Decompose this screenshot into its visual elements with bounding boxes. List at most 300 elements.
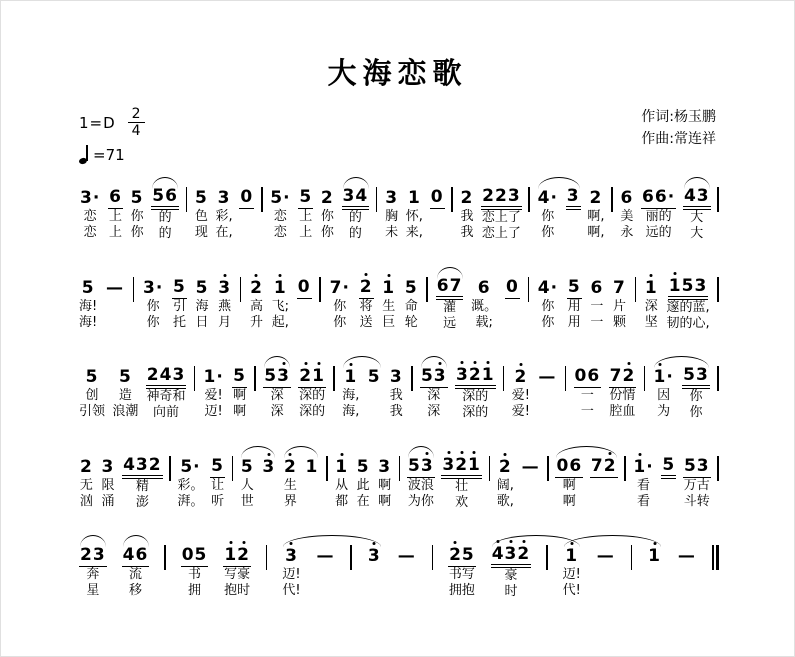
note-token: 1 从 都 — [335, 456, 349, 509]
barline — [194, 357, 196, 391]
tempo-value: =71 — [93, 146, 125, 165]
lyric-line1: 份情 — [609, 388, 636, 403]
lyric-line1: 精 — [135, 478, 149, 494]
lyric-line1: 彩。 — [177, 477, 204, 493]
note-token: — — [397, 546, 416, 566]
lyric-line1: 豪 — [504, 568, 518, 583]
lyric-line2: 坚 — [644, 314, 658, 330]
lyric-line2: 一 — [590, 314, 604, 330]
barline — [624, 447, 626, 481]
note-token: — — [538, 367, 557, 387]
note-token: 25 书写 拥抱 — [448, 545, 475, 599]
note-token: 43 大 大 — [683, 186, 710, 242]
barline — [411, 357, 413, 391]
lyric-line2: 远 — [443, 315, 457, 331]
lyric-line2: 迈! — [204, 404, 223, 420]
note-token: 46 流 移 — [122, 545, 149, 599]
note-token: 1· 因 为 — [653, 367, 674, 420]
barline — [717, 178, 719, 212]
lyric-line1: 恋 — [83, 209, 97, 224]
note-token: 7· 你 你 — [329, 277, 350, 330]
note-token: 321 壮 欢 — [442, 454, 481, 510]
lyric-line2: 向前 — [153, 405, 180, 421]
note-token: 1 深 坚 — [644, 277, 658, 330]
lyric-line2: 载; — [475, 314, 493, 330]
barline — [169, 447, 171, 481]
lyric-line1: 因 — [657, 388, 671, 403]
lyric-line2: 欢 — [455, 494, 469, 510]
note-token: 56 的 的 — [152, 186, 178, 242]
barline — [426, 268, 428, 302]
barline — [319, 268, 321, 302]
lyric-line2: 在 — [356, 493, 370, 509]
note-token: 1 — [305, 456, 319, 477]
lyric-line1: 片 — [612, 298, 626, 314]
note-token: 5· 恋 恋 — [270, 188, 291, 241]
note-token: 2 我 我 — [460, 188, 474, 241]
lyric-line1: 胸 — [385, 209, 399, 224]
lyric-line2: 深 — [270, 404, 284, 420]
note-token: 2 爱! 爱! — [511, 367, 530, 420]
lyric-line1: 燕 — [218, 298, 232, 314]
lyric-line1: 壮 — [455, 478, 469, 494]
lyric-line2: 你 — [541, 225, 555, 241]
note-token: 5 用 用 — [567, 276, 581, 330]
lyric-line1: 造 — [118, 388, 132, 403]
lyric-line2: 恋 — [83, 225, 97, 241]
note-token: 3 我 我 — [389, 367, 403, 420]
lyric-line1: 你 — [146, 298, 160, 314]
lyric-line1: 美 — [620, 209, 634, 224]
lyric-line2: 我 — [389, 404, 403, 420]
lyric-line2: 我 — [460, 225, 474, 241]
lyric-line1: 万古 — [683, 477, 710, 493]
barline — [717, 447, 719, 481]
lyric-line2: 巨 — [382, 314, 396, 330]
lyric-line2: 的 — [348, 226, 362, 242]
lyric-line1: 命 — [404, 298, 418, 314]
note-token: 5 上 上 — [299, 187, 313, 241]
note-token: 3 限 涌 — [101, 456, 115, 509]
note-token: 1 怀, 来, — [405, 188, 423, 241]
lyric-line1: 写豪 — [224, 567, 251, 582]
lyric-line1: 你 — [320, 209, 334, 224]
note-token: 1 迈! 代! — [562, 546, 581, 599]
note-token: 2 将 送 — [359, 276, 373, 330]
lyric-line1: 生 — [382, 298, 396, 314]
lyric-line2: 你 — [320, 225, 334, 241]
note-token: 12 写豪 抱时 — [224, 545, 251, 599]
lyric-line1: 深的 — [299, 388, 326, 403]
score-header — [79, 106, 716, 168]
system — [79, 178, 719, 243]
lyric-line2: 月 — [218, 314, 232, 330]
lyric-line2: 日 — [195, 314, 209, 330]
lyric-line2: 拥抱 — [448, 583, 475, 599]
note-token: 223 恋上了 恋上了 — [481, 186, 521, 242]
note-token: 0 — [430, 187, 444, 207]
barline — [186, 178, 188, 212]
key-signature: 1=D — [79, 113, 116, 132]
note-token: 0 — [297, 276, 311, 297]
barline — [164, 536, 166, 570]
lyric-line2: 浪潮 — [112, 404, 139, 420]
note-token: 23 奔 星 — [80, 545, 106, 599]
lyric-line2: 为你 — [407, 493, 434, 509]
note-token: 3 迈! 代! — [282, 546, 301, 599]
lyric-line1: 迈! — [282, 567, 301, 582]
note-token: 2 生 界 — [283, 456, 297, 509]
lyric-line1: 大 — [690, 210, 704, 225]
note-token: 06 啊 啊 — [556, 455, 583, 509]
lyric-line1: 迈! — [562, 567, 581, 582]
lyric-line2: 斗转 — [683, 493, 710, 509]
barline — [451, 178, 453, 212]
lyric-line1: 海, — [342, 388, 360, 403]
barline — [326, 447, 328, 481]
note-token: 2 高 升 — [249, 277, 263, 330]
note-token: — — [596, 546, 615, 566]
lyric-line1: 色 — [194, 209, 208, 224]
credits-block — [641, 106, 716, 151]
lyric-line2: 看 — [637, 493, 651, 509]
note-token: 3· 恋 恋 — [80, 188, 101, 241]
note-token: 53 万古 斗转 — [683, 455, 710, 509]
system — [79, 268, 719, 333]
note-token: 53 你 你 — [683, 365, 709, 421]
lyric-line1: 我 — [460, 209, 474, 224]
note-token: 3 啊 啊 — [378, 456, 392, 509]
lyric-line2: 拥 — [188, 583, 202, 599]
lyric-line1: 深 — [427, 388, 441, 403]
lyric-line2: 抱时 — [224, 583, 251, 599]
lyric-line2: 永 — [620, 225, 634, 241]
lyric-line1: 啊 — [378, 477, 392, 493]
lyric-line2: 听 — [211, 493, 225, 509]
lyric-line1: 恋 — [273, 209, 287, 224]
note-token: 5 — [367, 367, 381, 387]
note-token: 432 豪 时 — [491, 544, 531, 600]
lyric-line2: 歌, — [496, 493, 514, 509]
lyric-line1: 无 — [79, 477, 93, 493]
lyric-line1: 溉。 — [471, 298, 498, 314]
tempo-marking — [79, 145, 145, 164]
barline — [240, 268, 242, 302]
lyric-line2: 星 — [86, 583, 100, 599]
barline — [133, 268, 135, 302]
lyric-line2: 引领 — [79, 404, 106, 420]
note-token: 2 阔, 歌, — [496, 456, 514, 509]
lyric-line1: 怀, — [405, 209, 423, 224]
lyric-line2: 啊 — [233, 404, 247, 420]
note-token: 243 神奇和 向前 — [146, 365, 186, 421]
barline — [644, 357, 646, 391]
note-token: 4· 你 你 — [537, 188, 558, 241]
note-token: 5 — [661, 447, 676, 511]
note-token: 5 创 引领 — [79, 367, 106, 420]
lyric-line1: 的 — [158, 210, 172, 225]
lyric-line2: 的 — [158, 226, 172, 242]
lyric-line1: 创 — [85, 388, 99, 403]
lyric-line1: 啊 — [562, 477, 576, 493]
note-token: 4· 你 你 — [537, 277, 559, 330]
lyric-line2: 海! — [79, 314, 98, 330]
lyric-line2: 恋 — [273, 225, 287, 241]
lyric-line1: 恋上了 — [481, 210, 521, 225]
note-token: 1 — [648, 546, 661, 566]
lyric-line1: 你 — [689, 389, 703, 404]
notation-score — [79, 178, 719, 601]
lyric-line1: 看 — [637, 477, 651, 493]
note-token: 05 书 拥 — [181, 545, 208, 599]
lyric-line1: 生 — [283, 477, 297, 493]
lyric-line2: 深的 — [299, 404, 326, 420]
barline — [611, 178, 613, 212]
lyric-line2: 大 — [690, 226, 704, 242]
lyric-line2: 澎 — [135, 494, 149, 510]
lyric-line1: 上 — [299, 209, 313, 224]
system — [79, 357, 719, 422]
note-token: 321 深的 深的 — [456, 365, 495, 421]
lyric-line2: 起, — [271, 314, 289, 330]
lyric-line1: 用 — [567, 298, 581, 314]
key-tempo-block — [79, 106, 145, 164]
lyric-line1: 阔, — [496, 477, 514, 493]
note-token: — — [316, 546, 335, 566]
lyric-line1: 爱! — [511, 388, 530, 403]
note-token: 1· 爱! 迈! — [203, 367, 224, 420]
lyric-line2: 上 — [108, 225, 122, 241]
note-token: 1 生 巨 — [382, 277, 396, 330]
lyric-line2: 爱! — [511, 404, 530, 420]
lyric-line2: 托 — [172, 314, 186, 330]
note-token: 3 胸 未 — [385, 188, 399, 241]
lyric-line2: 界 — [283, 493, 297, 509]
barline — [432, 536, 434, 570]
lyric-line1: 彩, — [215, 209, 233, 224]
note-token: 3 彩, 在, — [215, 188, 233, 241]
note-token: 2 你 你 — [320, 188, 334, 241]
lyric-line1: 海 — [195, 298, 209, 314]
lyric-line2: 汹 — [79, 493, 93, 509]
note-token: 06 一 一 — [574, 366, 601, 420]
note-token: 3· 你 你 — [142, 277, 164, 330]
lyric-line1: 灌 — [443, 299, 457, 315]
note-token: 3 燕 月 — [218, 277, 232, 330]
lyric-line1: 丽的 — [645, 209, 672, 224]
barline — [261, 178, 263, 212]
lyric-line1: 你 — [130, 209, 144, 224]
lyric-line1: 奔 — [86, 567, 100, 582]
barline — [528, 268, 530, 302]
lyric-line1: 将 — [359, 298, 373, 314]
note-token: 1 海, 海, — [342, 367, 360, 420]
note-token: 5 啊 啊 — [233, 366, 247, 420]
lyric-line1: 上 — [108, 209, 122, 224]
lyric-line2: 颗 — [612, 314, 626, 330]
lyric-line1: 限 — [101, 477, 115, 493]
note-token: 1· 看 看 — [633, 456, 654, 509]
lyric-line1: 你 — [541, 209, 555, 224]
lyric-line2: 韧的心, — [666, 315, 710, 331]
lyric-line1: 一 — [580, 388, 594, 403]
lyric-line2: 上 — [299, 225, 313, 241]
note-token: 67 灌 远 — [436, 275, 463, 331]
lyric-line1: 波浪 — [407, 477, 434, 493]
lyric-line1: 人 — [240, 477, 254, 493]
lyric-line2: 啊, — [587, 225, 605, 241]
note-token: 5 海 日 — [195, 277, 209, 330]
barline — [528, 178, 530, 212]
lyricist-credit: 作词:杨玉鹏 — [641, 109, 716, 125]
lyric-line2: 在, — [215, 225, 233, 241]
barline — [565, 357, 567, 391]
note-token: — — [105, 277, 124, 298]
note-token: 21 深的 深的 — [299, 366, 326, 420]
note-token: 5 色 现 — [194, 188, 208, 241]
lyric-line1: 我 — [389, 388, 403, 403]
lyric-line1: 的 — [348, 210, 362, 225]
note-token: 3 — [262, 456, 276, 477]
note-token: 1 飞; 起, — [271, 277, 290, 330]
note-token: 7 片 颗 — [612, 277, 626, 330]
lyric-line2: 送 — [359, 314, 373, 330]
barline — [232, 447, 234, 481]
time-signature-numerator: 2 — [128, 106, 145, 123]
lyric-line1: 高 — [249, 298, 263, 314]
lyric-line1: 你 — [333, 298, 347, 314]
lyric-line1: 从 — [335, 477, 349, 493]
lyric-line2: 深的 — [462, 405, 489, 421]
note-token: 6 上 上 — [108, 187, 122, 241]
note-token: 6 溉。 载; — [471, 277, 498, 330]
note-token: 6 一 一 — [590, 277, 604, 330]
lyric-line2: 用 — [567, 314, 581, 330]
barline — [503, 357, 505, 391]
time-signature — [128, 106, 145, 139]
note-token: 66· 丽的 远的 — [642, 187, 676, 241]
lyric-line1: 爱! — [204, 388, 223, 403]
note-token: 5 引 托 — [172, 276, 186, 330]
barline — [547, 447, 549, 481]
note-token: 5 造 浪潮 — [112, 367, 139, 420]
lyric-line2: 湃。 — [177, 493, 204, 509]
note-token: 5 命 轮 — [404, 277, 418, 330]
lyric-line1: 书写 — [448, 567, 475, 582]
note-token: 2 啊, 啊, — [587, 188, 605, 241]
lyric-line2: 海, — [342, 404, 360, 420]
lyric-line2: 啊 — [562, 493, 576, 509]
lyric-line2: 都 — [335, 493, 349, 509]
lyric-line2: 腔血 — [609, 404, 636, 420]
note-token: 0 — [240, 187, 254, 207]
lyric-line1: 引 — [172, 298, 186, 314]
barline — [717, 357, 719, 391]
system — [79, 447, 719, 512]
lyric-line1: 深 — [270, 388, 284, 403]
note-token: 72 — [590, 455, 617, 476]
lyric-line2: 未 — [385, 225, 399, 241]
note-token: 72 份情 腔血 — [609, 366, 636, 420]
note-token: 5 人 世 — [240, 456, 254, 509]
note-token: — — [677, 546, 696, 566]
lyric-line2: 一 — [580, 404, 594, 420]
lyric-line2: 时 — [504, 584, 518, 600]
lyric-line2: 恋上了 — [481, 226, 521, 242]
barline — [717, 268, 719, 302]
note-token: — — [521, 456, 540, 477]
note-token: 6 美 永 — [620, 188, 634, 241]
lyric-line1: 啊, — [587, 209, 605, 224]
lyric-line2: 现 — [194, 225, 208, 241]
system — [79, 536, 719, 601]
barline — [635, 268, 637, 302]
note-token: 5· 彩。 湃。 — [177, 456, 204, 509]
lyric-line1: 此 — [356, 477, 370, 493]
note-token: 0 — [505, 276, 519, 297]
lyric-line1: 飞; — [271, 298, 290, 314]
note-token: 34 的 的 — [342, 186, 369, 242]
barline — [254, 357, 256, 391]
barline — [399, 447, 401, 481]
sheet-music-page — [1, 1, 794, 601]
lyric-line2: 移 — [128, 583, 142, 599]
lyric-line2: 世 — [240, 493, 254, 509]
lyric-line1: 邃的蓝, — [666, 299, 710, 315]
lyric-line1: 你 — [541, 298, 555, 314]
lyric-line2: 啊 — [378, 493, 392, 509]
lyric-line1: 一 — [590, 298, 604, 314]
note-token: 53 波浪 为你 — [407, 455, 434, 509]
song-title: 大海恋歌 — [327, 56, 468, 90]
lyric-line2: 代! — [282, 583, 301, 599]
note-token: 3 — [566, 178, 581, 242]
lyric-line2: 涌 — [101, 493, 115, 509]
lyric-line2: 你 — [146, 314, 160, 330]
lyric-line2: 轮 — [404, 314, 418, 330]
barline — [333, 357, 335, 391]
lyric-line1: 神奇和 — [146, 389, 186, 404]
note-token: 5 你 你 — [130, 188, 144, 241]
lyric-line2: 深 — [427, 404, 441, 420]
lyric-line2: 你 — [541, 314, 555, 330]
note-token: 53 深 深 — [420, 366, 447, 420]
lyric-line2: 你 — [333, 314, 347, 330]
note-token: 432 精 澎 — [123, 454, 162, 510]
lyric-line2: 你 — [130, 225, 144, 241]
lyric-line2: 升 — [249, 314, 263, 330]
note-token: 5 让 听 — [211, 455, 225, 509]
lyric-line1: 流 — [128, 567, 142, 582]
note-token: 5 此 在 — [356, 456, 370, 509]
lyric-line2: 代! — [562, 583, 581, 599]
note-token: 2 无 汹 — [79, 456, 93, 509]
note-token: 3 — [367, 546, 381, 566]
note-token: 153 邃的蓝, 韧的心, — [666, 275, 710, 331]
barline — [489, 447, 491, 481]
lyric-line1: 书 — [188, 567, 202, 582]
note-token: 5 海! 海! — [79, 277, 98, 330]
composer-credit: 作曲:常连祥 — [641, 131, 716, 148]
lyric-line2: 远的 — [645, 225, 672, 241]
note-token: 53 深 深 — [264, 366, 290, 420]
final-barline — [712, 536, 719, 570]
barline — [266, 536, 268, 570]
lyric-line2: 为 — [657, 404, 671, 420]
lyric-line1: 深的 — [462, 389, 489, 404]
lyric-line1: 啊 — [233, 388, 247, 403]
lyric-line1: 深 — [644, 298, 658, 314]
